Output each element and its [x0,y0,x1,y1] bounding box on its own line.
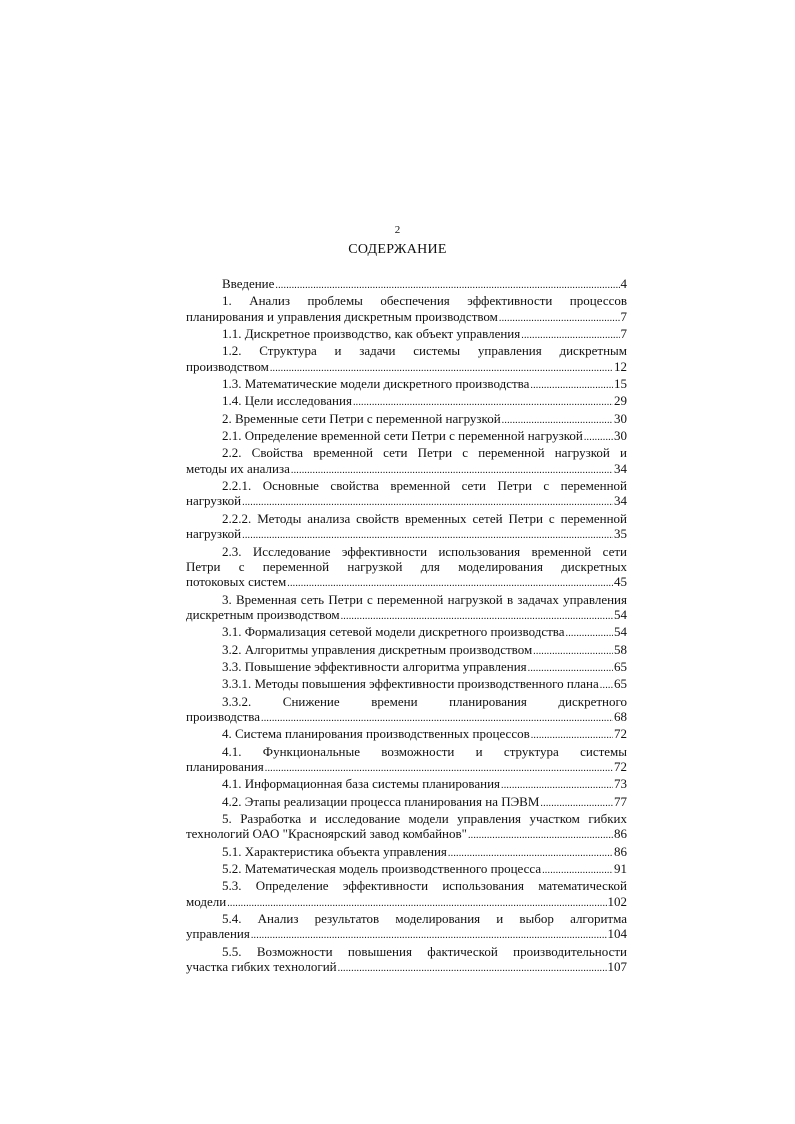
toc-page-number: 73 [614,776,627,792]
dot-leader [540,796,613,811]
toc-entry [186,376,627,393]
dot-leader [584,430,613,445]
toc-entry-text: 5.1. Характеристика объекта управления [222,843,447,859]
toc-page-number: 58 [614,641,627,657]
toc-entry-text: 3.3.1. Методы повышения эффективности производственного плана [222,676,599,692]
toc-entry-text: 4. Система планирования производственных процессов [222,726,530,742]
toc-entry-text: 1.2. Структура и задачи системы управления дискретным [222,343,627,359]
toc-entry-line [186,861,627,878]
toc-entry-line [186,911,627,926]
toc-entry-line [186,642,627,659]
toc-entry-text: 4.2. Этапы реализации процесса планирования на ПЭВМ [222,793,540,809]
toc-entry-line [186,744,627,759]
toc-page-number: 91 [614,861,627,877]
toc-entry-line [186,694,627,709]
toc-entry [186,944,627,977]
toc-entry [186,624,627,641]
dot-leader [530,378,613,393]
toc-page-number: 7 [620,326,627,342]
table-of-contents [186,276,627,976]
toc-entry [186,776,627,793]
toc-entry [186,326,627,343]
toc-entry [186,478,627,511]
dot-leader [521,328,619,343]
toc-entry [186,676,627,693]
page-title: СОДЕРЖАНИЕ [348,242,447,257]
toc-entry-line [186,624,627,641]
toc-entry [186,911,627,944]
toc-entry-line [186,511,627,526]
toc-entry-line [186,309,627,326]
dot-leader [227,896,606,911]
toc-entry-text: 3. Временная сеть Петри с переменной нагрузкой в задачах управления [222,591,627,607]
toc-page-number: 15 [614,376,627,392]
toc-entry-line [186,411,627,428]
toc-entry-text: планирования и управления дискретным производством [186,308,498,324]
toc-entry-text: производством [186,358,269,374]
toc-entry-text: 1.1. Дискретное производство, как объект управления [222,326,521,342]
dot-leader [261,711,613,726]
toc-entry-text: 4.1. Информационная база системы планирования [222,776,501,792]
toc-page-number: 65 [614,676,627,692]
dot-leader [502,413,613,428]
toc-entry-text: 1. Анализ проблемы обеспечения эффективности процессов [222,293,627,309]
toc-page-number: 7 [620,308,627,324]
dot-leader [270,361,613,376]
toc-page-number: 68 [614,708,627,724]
toc-entry-line [186,326,627,343]
toc-page-number: 72 [614,726,627,742]
toc-entry [186,726,627,743]
toc-page-number: 72 [614,758,627,774]
toc-page-number: 65 [614,658,627,674]
toc-entry [186,744,627,777]
toc-entry-text: 2.1. Определение временной сети Петри с переменной нагрузкой [222,428,583,444]
toc-entry-text: 3.2. Алгоритмы управления дискретным производством [222,641,533,657]
dot-leader [338,961,607,976]
toc-entry-line [186,445,627,460]
toc-page-number: 30 [614,410,627,426]
toc-entry [186,794,627,811]
toc-page-number: 34 [614,460,627,476]
toc-entry [186,659,627,676]
toc-entry-line [186,659,627,676]
dot-leader [542,863,613,878]
toc-entry-line [186,493,627,510]
toc-page-number: 54 [614,624,627,640]
toc-entry-text: 5.2. Математическая модель производственного процесса [222,861,542,877]
toc-entry-text: 3.1. Формализация сетевой модели дискретного производства [222,624,565,640]
toc-entry-line [186,607,627,624]
toc-entry-line [186,726,627,743]
toc-entry-text: 5.5. Возможности повышения фактической производительности [222,943,627,959]
toc-entry [186,878,627,911]
toc-entry [186,844,627,861]
toc-entry-text: Введение [222,276,275,291]
toc-entry-text: 2.2.1. Основные свойства временной сети Петри с переменной [222,478,627,494]
toc-entry-text: нагрузкой [186,493,242,509]
toc-entry-line [186,393,627,410]
toc-entry [186,428,627,445]
dot-leader [275,278,619,293]
dot-leader [501,778,613,793]
toc-entry-text: планирования [186,758,264,774]
toc-entry [186,343,627,376]
toc-entry-text: нагрузкой [186,526,242,542]
toc-entry-line [186,794,627,811]
toc-page-number: 107 [607,959,627,975]
toc-entry-line [186,359,627,376]
dot-leader [533,644,613,659]
toc-page-number: 45 [614,574,627,590]
toc-entry-line [186,544,627,559]
toc-entry [186,293,627,326]
toc-page-number: 77 [614,793,627,809]
page-number: 2 [394,224,401,236]
toc-page-number: 54 [614,606,627,622]
toc-entry-line [186,478,627,493]
toc-entry-line [186,559,627,574]
toc-entry-text: 1.4. Цели исследования [222,393,352,409]
toc-entry-text: 4.1. Функциональные возможности и структура системы [222,743,627,759]
toc-entry-text: производства [186,708,261,724]
toc-entry-line [186,592,627,607]
toc-page-number: 86 [614,843,627,859]
toc-entry-line [186,944,627,959]
dot-leader [265,761,613,776]
toc-entry [186,544,627,592]
dot-leader [566,626,613,641]
toc-entry-line [186,376,627,393]
dot-leader [242,528,613,543]
toc-entry-text: участка гибких технологий [186,959,337,975]
toc-entry-line [186,926,627,943]
toc-entry-text: 5.3. Определение эффективности использования математической [222,878,627,894]
toc-entry-text: дискретным производством [186,606,340,622]
toc-entry [186,642,627,659]
toc-entry-text: методы их анализа [186,460,290,476]
toc-entry [186,393,627,410]
toc-entry-line [186,709,627,726]
dot-leader [291,463,613,478]
toc-entry-text: 3.3.2. Снижение времени планирования дискретного [222,693,627,709]
dot-leader [287,576,613,591]
toc-entry-text: модели [186,893,227,909]
toc-page-number: 35 [614,526,627,542]
toc-page-number: 102 [607,893,627,909]
dot-leader [468,828,613,843]
toc-page-number: 30 [614,428,627,444]
toc-entry-text: 2.2.2. Методы анализа свойств временных сетей Петри с переменной [222,510,627,526]
toc-entry-line [186,574,627,591]
toc-entry-line [186,526,627,543]
toc-entry-line [186,826,627,843]
dot-leader [448,846,613,861]
toc-entry-line [186,676,627,693]
toc-entry-text: 5.4. Анализ результатов моделирования и выбор алгоритма [222,911,627,927]
toc-entry-text: Петри с переменной нагрузкой для моделирования дискретных [186,558,627,574]
toc-page-number: 34 [614,493,627,509]
toc-entry [186,694,627,727]
toc-page-number: 104 [607,926,627,942]
dot-leader [531,728,613,743]
toc-entry-line [186,461,627,478]
toc-page-number: 4 [620,276,627,291]
dot-leader [600,678,613,693]
toc-entry-text: 2.2. Свойства временной сети Петри с переменной нагрузкой и [222,445,627,461]
dot-leader [242,495,613,510]
toc-entry [186,411,627,428]
toc-entry-line [186,776,627,793]
toc-entry [186,276,627,293]
dot-leader [528,661,613,676]
toc-page-number: 29 [614,393,627,409]
toc-entry [186,861,627,878]
toc-entry-line [186,343,627,358]
toc-entry-line [186,878,627,893]
toc-entry [186,592,627,625]
dot-leader [251,928,607,943]
toc-entry-text: управления [186,926,250,942]
toc-entry-text: 1.3. Математические модели дискретного производства [222,376,530,392]
toc-entry-line [186,428,627,445]
toc-entry [186,511,627,544]
toc-entry [186,445,627,478]
toc-entry [186,811,627,844]
toc-page-number: 12 [614,358,627,374]
dot-leader [353,395,613,410]
toc-entry-line [186,959,627,976]
dot-leader [341,609,613,624]
toc-entry-text: 3.3. Повышение эффективности алгоритма управления [222,658,527,674]
toc-entry-text: 2. Временные сети Петри с переменной нагрузкой [222,410,501,426]
toc-entry-text: потоковых систем [186,574,287,590]
toc-entry-line [186,276,627,293]
toc-entry-line [186,894,627,911]
dot-leader [499,311,620,326]
toc-entry-line [186,844,627,861]
toc-entry-line [186,811,627,826]
toc-page-number: 86 [614,826,627,842]
toc-entry-text: 5. Разработка и исследование модели управления участком гибких [222,811,627,826]
toc-entry-line [186,759,627,776]
toc-entry-line [186,293,627,308]
toc-entry-text: технологий ОАО "Красноярский завод комбайнов" [186,826,467,842]
toc-entry-text: 2.3. Исследование эффективности использования временной сети [222,543,627,559]
